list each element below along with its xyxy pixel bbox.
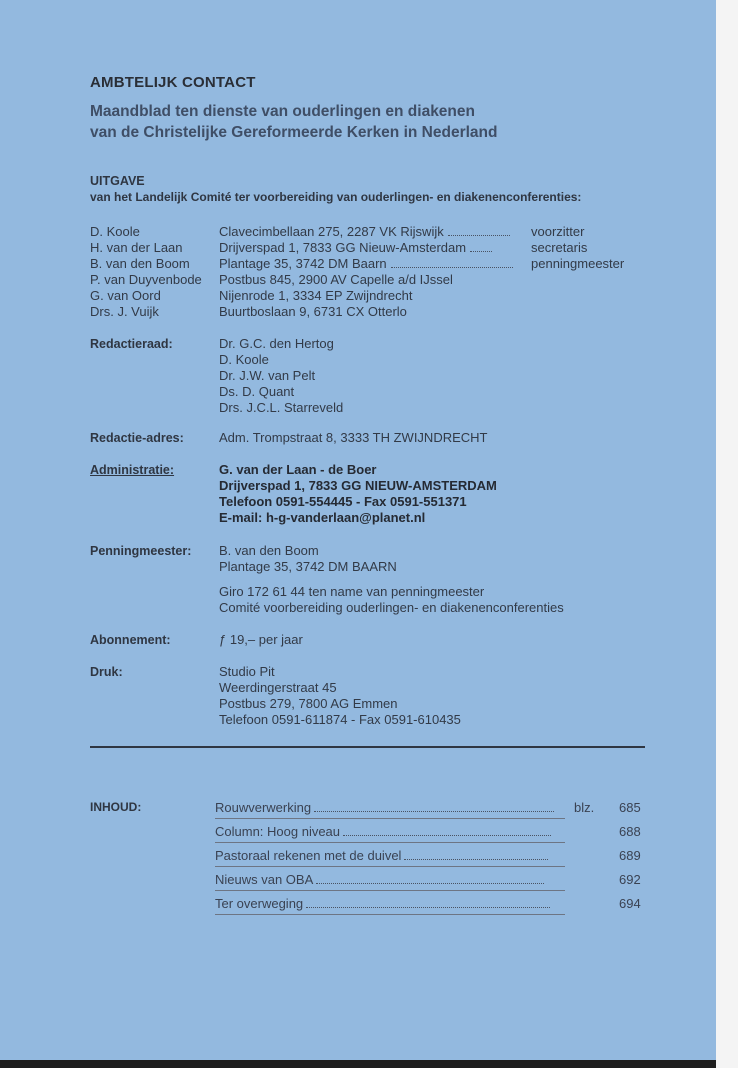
- page-bottom-edge: [0, 1060, 716, 1068]
- toc-rule: [215, 866, 565, 867]
- uitgave-text: van het Landelijk Comité ter voorbereiding van ouderlingen- en diakenenconferenties:: [90, 190, 582, 204]
- administratie-line: G. van der Laan - de Boer: [219, 462, 377, 477]
- editor-name: Dr. J.W. van Pelt: [219, 368, 316, 383]
- druk-lines: [219, 664, 461, 728]
- administratie-label: Administratie:: [90, 463, 175, 477]
- masthead: [90, 74, 690, 143]
- toc-title: Rouwverwerking: [215, 800, 554, 815]
- member-address: Nijenrode 1, 3334 EP Zwijndrecht: [219, 288, 413, 303]
- member-role: secretaris: [531, 240, 588, 255]
- penningmeester-label: Penningmeester:: [90, 544, 192, 558]
- publication-title: AMBTELIJK CONTACT: [90, 74, 256, 91]
- redactieraad-label: Redactieraad:: [90, 337, 173, 351]
- toc-page-number: 692: [619, 872, 641, 887]
- penningmeester-line: B. van den Boom: [219, 543, 319, 558]
- redactie-adres-value: Adm. Trompstraat 8, 3333 TH ZWIJNDRECHT: [219, 430, 488, 445]
- member-name: P. van Duyvenbode: [90, 272, 202, 287]
- administratie-line: Drijverspad 1, 7833 GG NIEUW-AMSTERDAM: [219, 478, 497, 493]
- section-divider: [90, 746, 645, 748]
- administratie-line: Telefoon 0591-554445 - Fax 0591-551371: [219, 494, 467, 509]
- subtitle-line: Maandblad ten dienste van ouderlingen en diakenen: [90, 103, 475, 120]
- member-name: G. van Oord: [90, 288, 161, 303]
- editor-name: D. Koole: [219, 352, 269, 367]
- toc-title: Nieuws van OBA: [215, 872, 544, 887]
- toc-page-number: 685: [619, 800, 641, 815]
- publication-subtitle: [90, 101, 690, 143]
- uitgave-heading: UITGAVE: [90, 174, 145, 188]
- administratie-section: [90, 462, 690, 526]
- druk-label: Druk:: [90, 665, 123, 679]
- druk-section: [90, 664, 690, 728]
- member-address: Buurtboslaan 9, 6731 CX Otterlo: [219, 304, 407, 319]
- druk-line: Telefoon 0591-611874 - Fax 0591-610435: [219, 712, 461, 727]
- toc-title: Pastoraal rekenen met de duivel: [215, 848, 548, 863]
- inhoud-label: INHOUD:: [90, 800, 142, 814]
- toc-title: Column: Hoog niveau: [215, 824, 551, 839]
- member-address: Postbus 845, 2900 AV Capelle a/d IJssel: [219, 272, 453, 287]
- abonnement-label: Abonnement:: [90, 633, 171, 647]
- penningmeester-line: Plantage 35, 3742 DM BAARN: [219, 559, 397, 574]
- toc-entry[interactable]: [215, 848, 641, 872]
- toc-rule: [215, 890, 565, 891]
- toc-page-number: 694: [619, 896, 641, 911]
- spacer: [219, 575, 564, 584]
- druk-line: Postbus 279, 7800 AG Emmen: [219, 696, 398, 711]
- member-address: Drijverspad 1, 7833 GG Nieuw-Amsterdam: [219, 240, 492, 256]
- redactieraad-names: [219, 336, 343, 416]
- toc-entry[interactable]: [215, 872, 641, 896]
- member-name: B. van den Boom: [90, 256, 190, 271]
- member-address: Clavecimbellaan 275, 2287 VK Rijswijk: [219, 224, 510, 240]
- member-name: Drs. J. Vuijk: [90, 304, 159, 319]
- member-role: voorzitter: [531, 224, 585, 239]
- editor-name: Drs. J.C.L. Starreveld: [219, 400, 344, 415]
- toc-rule: [215, 818, 565, 819]
- toc-title: Ter overweging: [215, 896, 550, 911]
- toc-rule: [215, 842, 565, 843]
- subtitle-line: van de Christelijke Gereformeerde Kerken in Nederland: [90, 124, 498, 141]
- toc-page-number: 689: [619, 848, 641, 863]
- administratie-email[interactable]: E-mail: h-g-vanderlaan@planet.nl: [219, 510, 426, 525]
- abonnement-section: [90, 632, 690, 648]
- editor-name: Dr. G.C. den Hertog: [219, 336, 334, 351]
- member-role: penningmeester: [531, 256, 625, 271]
- druk-line: Studio Pit: [219, 664, 275, 679]
- druk-line: Weerdingerstraat 45: [219, 680, 337, 695]
- toc-entry[interactable]: [215, 800, 641, 824]
- penningmeester-lines: [219, 543, 564, 616]
- toc-page-number: 688: [619, 824, 641, 839]
- page-edge: [716, 0, 738, 1068]
- editor-name: Ds. D. Quant: [219, 384, 295, 399]
- redactieraad-section: [90, 336, 690, 416]
- penningmeester-section: [90, 543, 690, 615]
- administratie-lines: [219, 462, 497, 526]
- redactie-adres-label: Redactie-adres:: [90, 431, 184, 445]
- toc-entry[interactable]: [215, 824, 641, 848]
- uitgave-block: [90, 174, 690, 206]
- toc-rule: [215, 914, 565, 915]
- toc-blz-label: blz.: [574, 800, 595, 815]
- giro-line: Giro 172 61 44 ten name van penningmeester: [219, 584, 485, 599]
- abonnement-value: ƒ 19,– per jaar: [219, 632, 303, 647]
- member-name: D. Koole: [90, 224, 140, 239]
- member-address: Plantage 35, 3742 DM Baarn: [219, 256, 513, 272]
- toc-entry[interactable]: [215, 896, 641, 920]
- redactie-adres-section: [90, 430, 690, 446]
- giro-line: Comité voorbereiding ouderlingen- en diakenenconferenties: [219, 600, 564, 615]
- member-name: H. van der Laan: [90, 240, 183, 255]
